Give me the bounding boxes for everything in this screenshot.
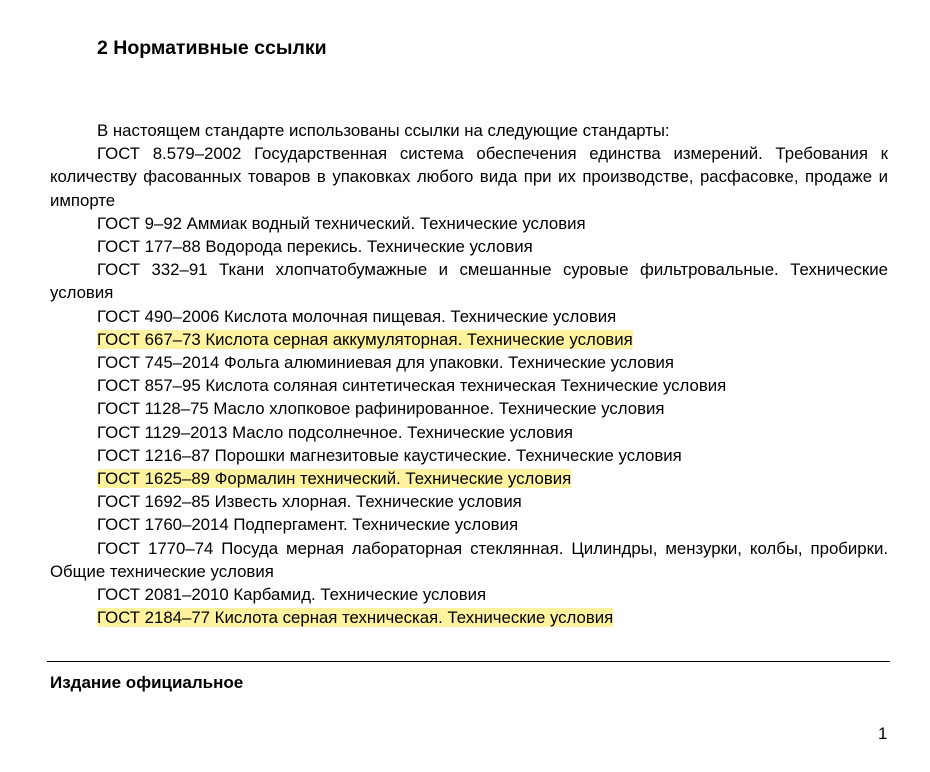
reference-item <box>50 351 888 374</box>
reference-item <box>50 537 888 583</box>
reference-text: ГОСТ 1760–2014 Подпергамент. Технические условия <box>97 515 519 535</box>
reference-item <box>50 212 888 235</box>
reference-text: ГОСТ 857–95 Кислота соляная синтетическая техническая Технические условия <box>97 376 727 396</box>
edition-label: Издание официальное <box>50 673 244 692</box>
reference-item <box>50 490 888 513</box>
document-body <box>50 119 888 629</box>
reference-text: ГОСТ 2081–2010 Карбамид. Технические условия <box>97 585 487 605</box>
reference-text: ГОСТ 1770–74 Посуда мерная лабораторная стеклянная. Цилиндры, мензурки, колбы, пробирки. Общие технические условия <box>50 538 888 581</box>
reference-text: ГОСТ 8.579–2002 Государственная система обеспечения единства измерений. Требования к количеству фасованных товаров в упаковках любого вида при их производстве, расфасовке, продаже и импорте <box>50 144 888 210</box>
reference-item <box>50 305 888 328</box>
reference-item <box>50 328 888 351</box>
highlighted-reference-text: ГОСТ 2184–77 Кислота серная техническая. Технические условия <box>97 608 614 628</box>
reference-text: ГОСТ 745–2014 Фольга алюминиевая для упаковки. Технические условия <box>97 353 674 373</box>
section-heading: 2 Нормативные ссылки <box>97 37 327 59</box>
reference-text: ГОСТ 1216–87 Порошки магнезитовые каустические. Технические условия <box>97 445 682 465</box>
reference-text: ГОСТ 9–92 Аммиак водный технический. Технические условия <box>97 213 586 233</box>
reference-text: ГОСТ 490–2006 Кислота молочная пищевая. Технические условия <box>97 306 617 326</box>
reference-text: ГОСТ 1129–2013 Масло подсолнечное. Технические условия <box>97 422 573 442</box>
reference-item <box>50 583 888 606</box>
reference-item <box>50 421 888 444</box>
reference-item <box>50 467 888 490</box>
highlighted-reference-text: ГОСТ 667–73 Кислота серная аккумуляторная. Технические условия <box>97 329 633 349</box>
reference-text: ГОСТ 1692–85 Известь хлорная. Технические условия <box>97 492 522 512</box>
highlighted-reference-text: ГОСТ 1625–89 Формалин технический. Технические условия <box>97 469 572 489</box>
reference-text: ГОСТ 177–88 Водорода перекись. Технические условия <box>97 237 533 257</box>
reference-item <box>50 258 888 304</box>
page-number: 1 <box>878 724 888 743</box>
intro-paragraph: В настоящем стандарте использованы ссылки на следующие стандарты: <box>97 121 670 140</box>
reference-text: ГОСТ 1128–75 Масло хлопковое рафинированное. Технические условия <box>97 399 665 419</box>
reference-item <box>50 444 888 467</box>
reference-item <box>50 513 888 536</box>
reference-item <box>50 235 888 258</box>
reference-item <box>50 374 888 397</box>
reference-item <box>50 606 888 629</box>
footer-divider <box>47 661 890 662</box>
reference-text: ГОСТ 332–91 Ткани хлопчатобумажные и смешанные суровые фильтровальные. Технические условия <box>50 260 888 303</box>
reference-item <box>50 397 888 420</box>
reference-item <box>50 142 888 212</box>
